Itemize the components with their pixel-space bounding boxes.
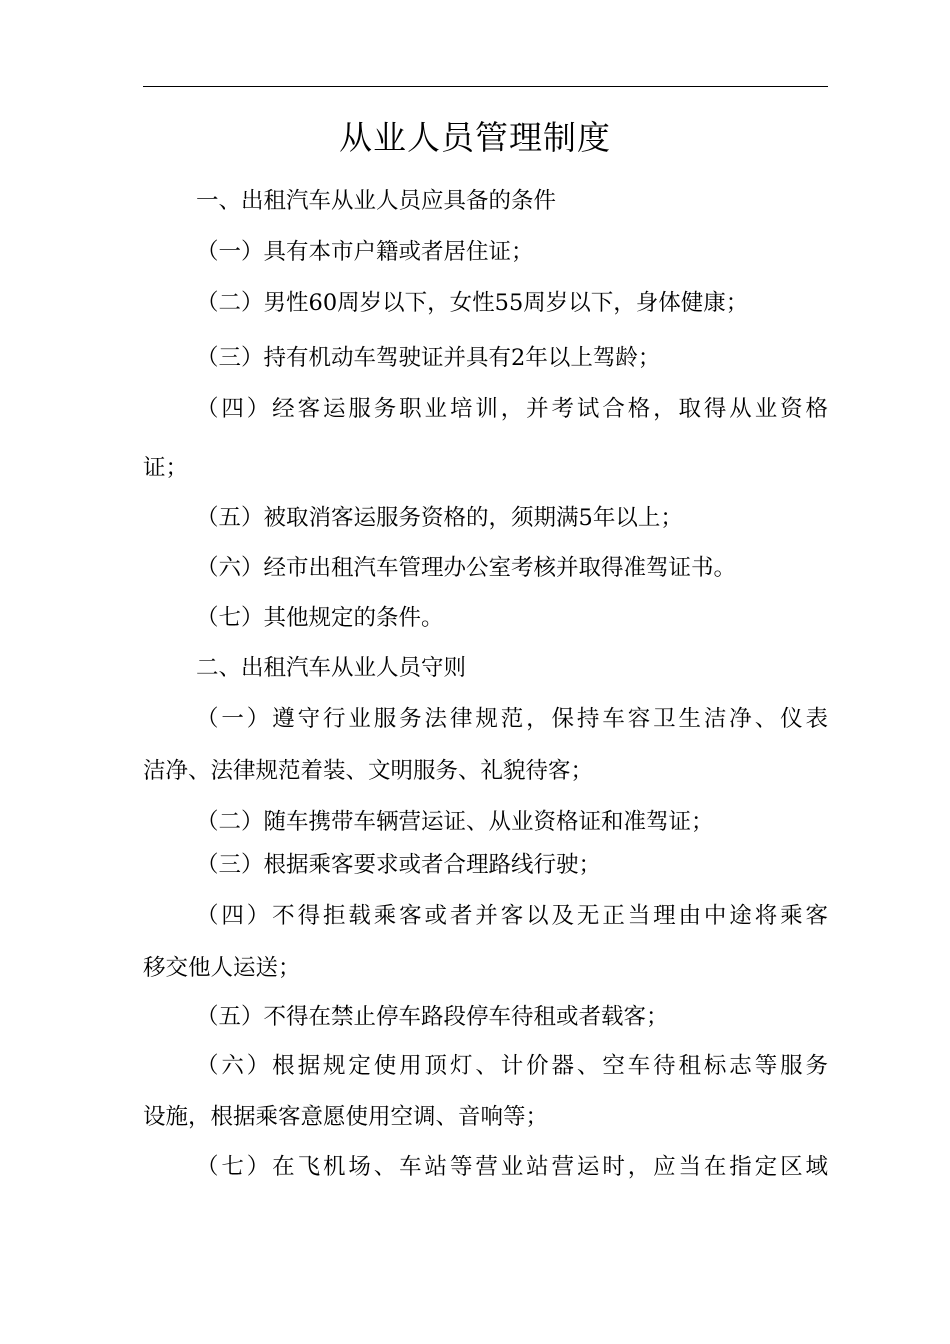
paragraph-line: （一）具有本市户籍或者居住证； [196, 239, 534, 265]
paragraph-line: （三）持有机动车驾驶证并具有2年以上驾龄； [196, 345, 661, 371]
paragraph-line: （三）根据乘客要求或者合理路线行驶； [196, 852, 602, 878]
paragraph-line: （七）在飞机场、车站等营业站营运时，应当在指定区域 [196, 1154, 828, 1180]
paragraph-line: （五）被取消客运服务资格的，须期满5年以上； [196, 505, 683, 531]
header-rule [143, 86, 828, 87]
paragraph-line: （四）不得拒载乘客或者并客以及无正当理由中途将乘客 [196, 903, 828, 929]
paragraph-line: 洁净、法律规范着装、文明服务、礼貌待客； [143, 758, 594, 784]
paragraph-line: （一）遵守行业服务法律规范，保持车容卫生洁净、仪表 [196, 706, 828, 732]
paragraph-line: （五）不得在禁止停车路段停车待租或者载客； [196, 1004, 669, 1030]
paragraph-line: （二）男性60周岁以下，女性55周岁以下，身体健康； [196, 290, 749, 316]
paragraph-line: 移交他人运送； [143, 955, 301, 981]
paragraph-line: 设施，根据乘客意愿使用空调、音响等； [143, 1104, 549, 1130]
section-heading-1: 一、出租汽车从业人员应具备的条件 [196, 188, 557, 214]
paragraph-line: （七）其他规定的条件。 [196, 605, 444, 631]
paragraph-line: （六）经市出租汽车管理办公室考核并取得准驾证书。 [196, 555, 737, 581]
paragraph-line: （六）根据规定使用顶灯、计价器、空车待租标志等服务 [196, 1053, 828, 1079]
paragraph-line: 证； [143, 455, 189, 481]
section-heading-2: 二、出租汽车从业人员守则 [196, 655, 467, 681]
paragraph-line: （四）经客运服务职业培训，并考试合格，取得从业资格 [196, 396, 828, 422]
document-title: 从业人员管理制度 [339, 118, 611, 157]
paragraph-line: （二）随车携带车辆营运证、从业资格证和准驾证； [196, 809, 714, 835]
